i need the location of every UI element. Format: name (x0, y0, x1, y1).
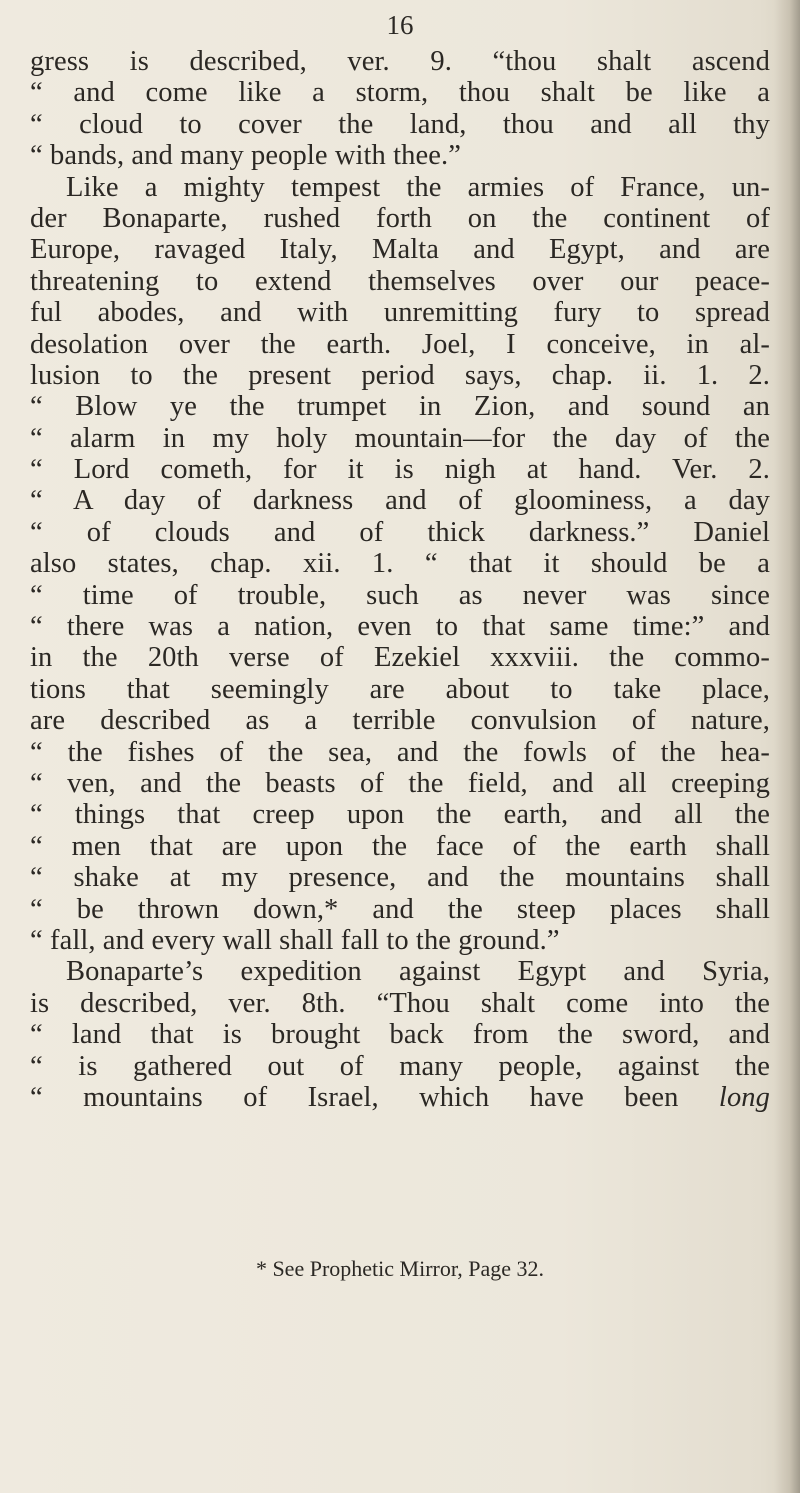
text-line: desolation over the earth. Joel, I conceive, in al- (30, 328, 770, 360)
text-line: in the 20th verse of Ezekiel xxxviii. the commo- (30, 642, 770, 674)
text-line: “ is gathered out of many people, against the (30, 1050, 770, 1082)
text-line: “ of clouds and of thick darkness.” Daniel (30, 516, 770, 548)
text-line: gress is described, ver. 9. “thou shalt ascend (30, 46, 770, 77)
text-line: “ land that is brought back from the sword, and (30, 1019, 770, 1051)
text-line: is described, ver. 8th. “Thou shalt come into the (30, 987, 770, 1019)
text-line: “ shake at my presence, and the mountains shall (30, 862, 770, 894)
text-line: “ men that are upon the face of the earth shall (30, 830, 770, 862)
page-number: 16 (386, 10, 414, 40)
text-line: “ alarm in my holy mountain—for the day of the (30, 422, 770, 454)
footnote: * See Prophetic Mirror, Page 32. (255, 1256, 545, 1281)
text-line: also states, chap. xii. 1. “ that it should be a (30, 548, 770, 580)
text-line: Like a mighty tempest the armies of France, un- (66, 171, 770, 203)
text-line: threatening to extend themselves over our peace- (30, 265, 770, 297)
text-line: “ be thrown down,* and the steep places shall (30, 893, 770, 925)
text-line: “ Blow ye the trumpet in Zion, and sound an (30, 391, 770, 423)
text-line: tions that seemingly are about to take place, (30, 673, 770, 705)
text-line: Europe, ravaged Italy, Malta and Egypt, and are (30, 234, 770, 266)
text-line: “ A day of darkness and of gloominess, a day (30, 485, 770, 517)
body-text (30, 46, 770, 1113)
text-line: “ there was a nation, even to that same time:” and (30, 611, 770, 643)
italic-word: long (718, 1081, 770, 1113)
text-line: lusion to the present period says, chap. ii. 1. 2. (30, 359, 770, 391)
text-line: “ ven, and the beasts of the field, and all creeping (30, 767, 770, 799)
text-line: are described as a terrible convulsion of nature, (30, 705, 770, 737)
text-line: der Bonaparte, rushed forth on the continent of (30, 202, 770, 234)
text-line: “ the fishes of the sea, and the fowls of the hea- (30, 736, 770, 768)
text-line: ful abodes, and with unremitting fury to spread (30, 297, 770, 329)
text-line: “ Lord cometh, for it is nigh at hand. Ver. 2. (30, 454, 770, 486)
text-line: “ cloud to cover the land, thou and all thy (30, 108, 770, 140)
text-line: Bonaparte’s expedition against Egypt and Syria, (66, 956, 770, 988)
text-line: “ bands, and many people with thee.” (30, 140, 461, 172)
text-line: “ fall, and every wall shall fall to the ground.” (30, 924, 560, 956)
text-line: “ mountains of Israel, which have been long (30, 1081, 770, 1113)
text-line: “ and come like a storm, thou shalt be like a (30, 77, 770, 109)
text-line: “ things that creep upon the earth, and all the (30, 799, 770, 831)
text-line: “ time of trouble, such as never was since (30, 579, 770, 611)
